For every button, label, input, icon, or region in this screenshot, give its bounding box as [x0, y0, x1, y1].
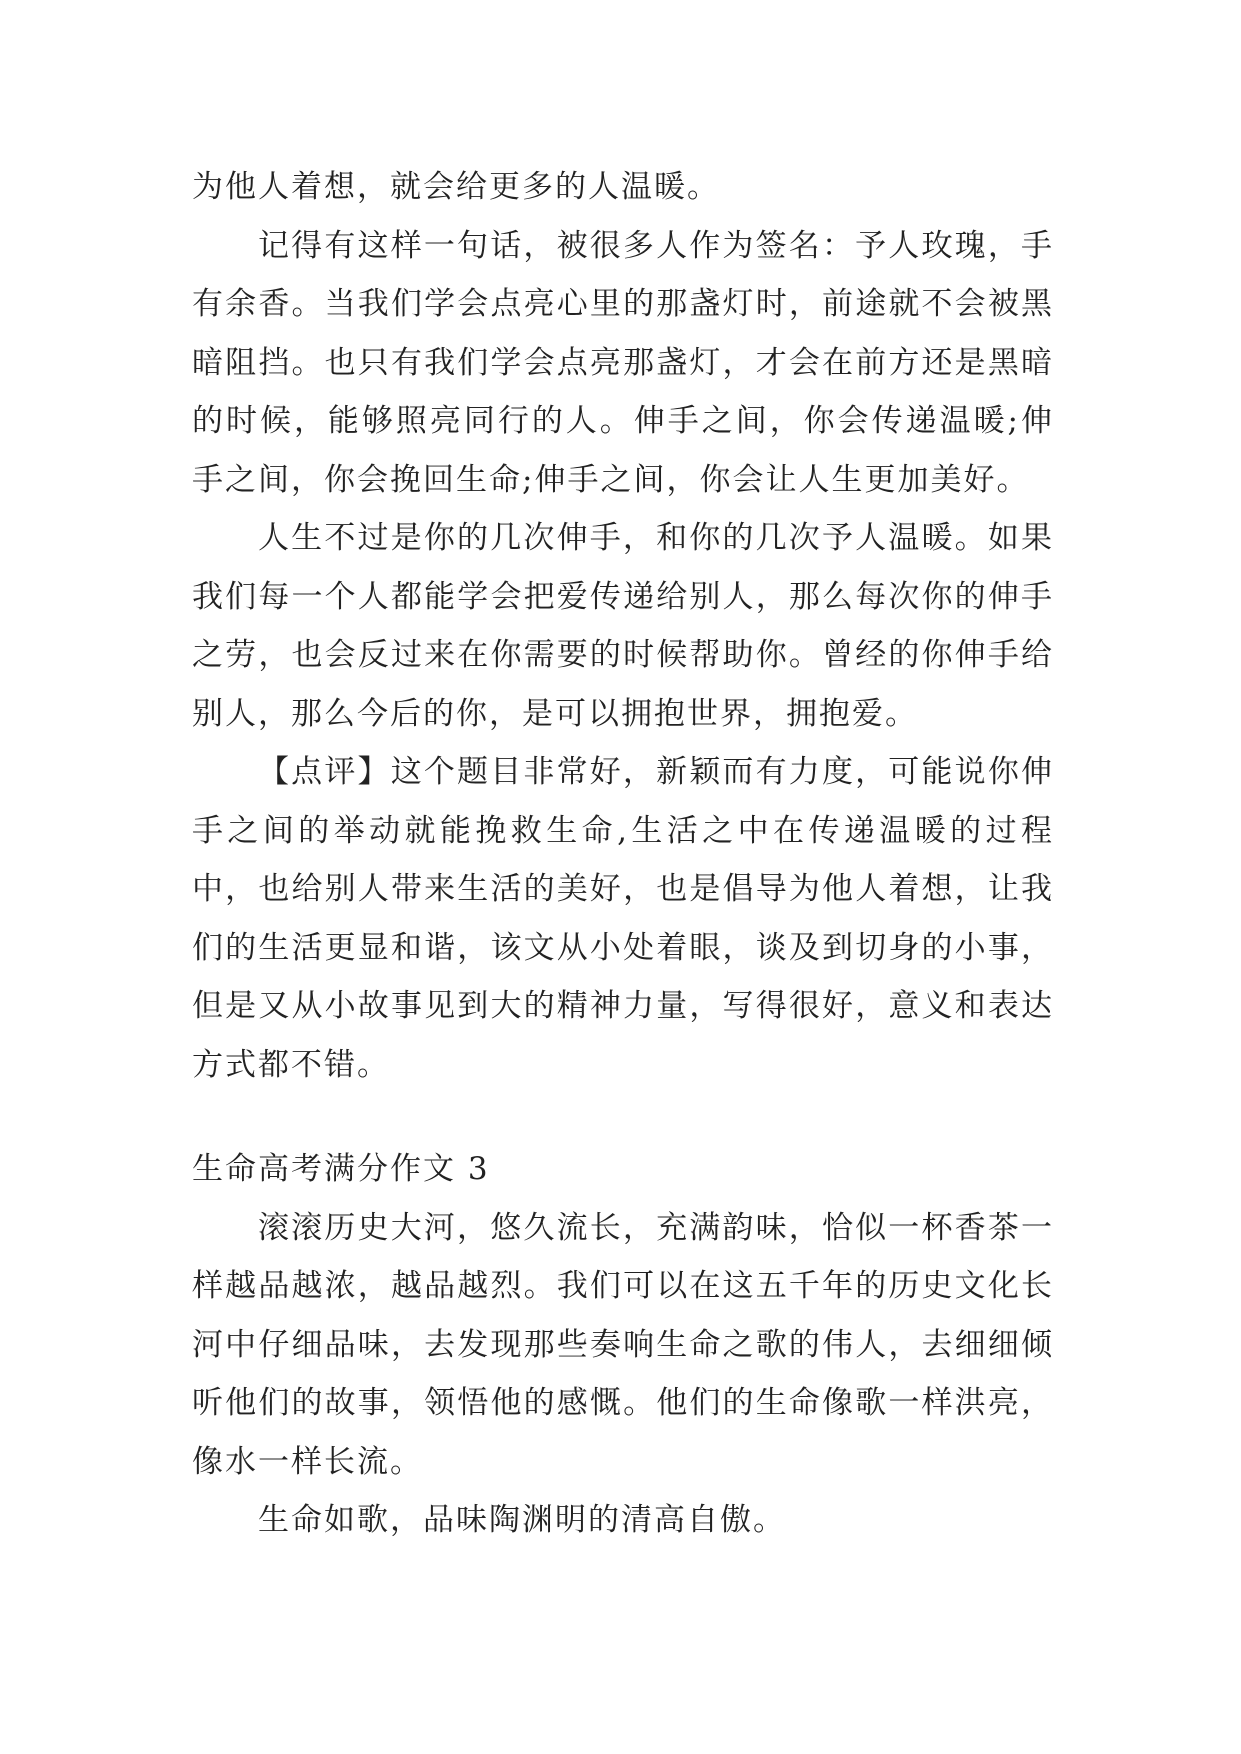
paragraph-quote-roses: 记得有这样一句话，被很多人作为签名：予人玫瑰，手有余香。当我们学会点亮心里的那盏灯时，前途就不会被黑暗阻挡。也只有我们学会点亮那盏灯，才会在前方还是黑暗的时候，能够照亮同行的人。伸手之间，你会传递温暖;伸手之间，你会挽回生命;伸手之间，你会让人生更加美好。: [192, 227, 1054, 498]
paragraph-life-reach: 人生不过是你的几次伸手，和你的几次予人温暖。如果我们每一个人都能学会把爱传递给别人，那么每次你的伸手之劳，也会反过来在你需要的时候帮助你。曾经的你伸手给别人，那么今后的你，是可以拥抱世界，拥抱爱。: [192, 520, 1054, 732]
paragraph-life-song: 生命如歌，品味陶渊明的清高自傲。: [258, 1502, 786, 1538]
document-page: [192, 158, 1054, 1550]
paragraph-history-river: 滚滚历史大河，悠久流长，充满韵味，恰似一杯香茶一样越品越浓，越品越烈。我们可以在这五千年的历史文化长河中仔细品味，去发现那些奏响生命之歌的伟人，去细细倾听他们的故事，领悟他的感慨。他们的生命像歌一样洪亮，像水一样长流。: [192, 1209, 1054, 1480]
essay-heading: 生命高考满分作文 3: [192, 1151, 490, 1187]
paragraph-review: 【点评】这个题目非常好，新颖而有力度，可能说你伸手之间的举动就能挽救生命,生活之中在传递温暖的过程中，也给别人带来生活的美好，也是倡导为他人着想，让我们的生活更显和谐，该文从小处着眼，谈及到切身的小事，但是又从小故事见到大的精神力量，写得很好，意义和表达方式都不错。: [192, 754, 1054, 1083]
paragraph-continuation: 为他人着想，就会给更多的人温暖。: [192, 169, 720, 205]
